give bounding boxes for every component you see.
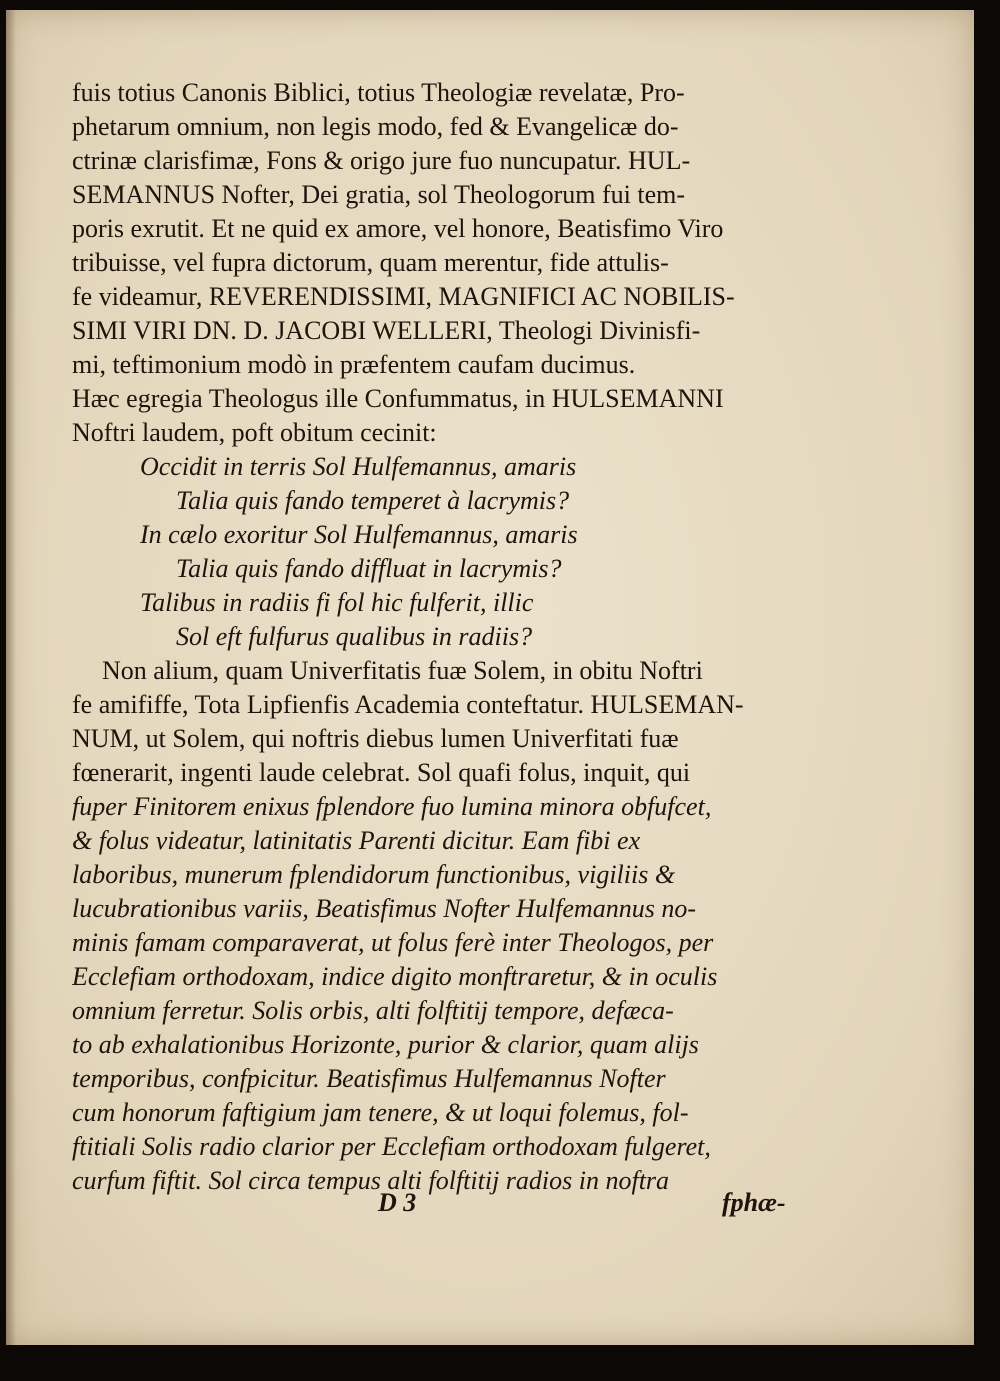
text-line: tribuisse, vel fupra dictorum, quam merentur, fide attulis-	[72, 248, 669, 277]
text-line: fuis totius Canonis Biblici, totius Theologiæ revelatæ, Pro-	[72, 78, 685, 107]
verse-line: Talia quis fando temperet à lacrymis?	[176, 486, 570, 515]
text-line: minis famam comparaverat, ut folus ferè inter Theologos, per	[72, 928, 714, 957]
text-line: fe amififfe, Tota Lipfienfis Academia conteftatur. HULSEMAN-	[72, 690, 744, 719]
text-line: temporibus, confpicitur. Beatisfimus Hulfemannus Nofter	[72, 1064, 666, 1093]
text-line: ftitiali Solis radio clarior per Ecclefiam orthodoxam fulgeret,	[72, 1132, 711, 1161]
text-line: SEMANNUS Nofter, Dei gratia, sol Theologorum fui tem-	[72, 180, 685, 209]
verse-line: Occidit in terris Sol Hulfemannus, amaris	[140, 452, 577, 481]
text-line: laboribus, munerum fplendidorum functionibus, vigiliis &	[72, 860, 676, 889]
text-line: fe videamur, REVERENDISSIMI, MAGNIFICI AC NOBILIS-	[72, 282, 735, 311]
text-line: phetarum omnium, non legis modo, fed & Evangelicæ do-	[72, 112, 679, 141]
text-line: curfum fiftit. Sol circa tempus alti folftitij radios in noftra	[72, 1166, 670, 1195]
text-line: Hæc egregia Theologus ille Confummatus, in HULSEMANNI	[72, 384, 724, 413]
text-line: SIMI VIRI DN. D. JACOBI WELLERI, Theologi Divinisfi-	[72, 316, 701, 345]
page-text	[6, 10, 974, 1345]
text-line: cum honorum faftigium jam tenere, & ut loqui folemus, fol-	[72, 1098, 689, 1127]
text-line: fœnerarit, ingenti laude celebrat. Sol quafi folus, inquit, qui	[72, 758, 691, 787]
verse-line: In cælo exoritur Sol Hulfemannus, amaris	[140, 520, 578, 549]
catchword: fphæ-	[722, 1188, 786, 1217]
text-line: mi, teftimonium modò in præfentem caufam ducimus.	[72, 350, 636, 379]
verse-line: Sol eft fulfurus qualibus in radiis?	[176, 622, 533, 651]
book-page	[6, 10, 974, 1345]
verse-line: Talia quis fando diffluat in lacrymis?	[176, 554, 562, 583]
text-line: poris exrutit. Et ne quid ex amore, vel honore, Beatisfimo Viro	[72, 214, 724, 243]
text-line: fuper Finitorem enixus fplendore fuo lumina minora obfufcet,	[72, 792, 712, 821]
text-line: & folus videatur, latinitatis Parenti dicitur. Eam fibi ex	[72, 826, 641, 855]
text-line: Ecclefiam orthodoxam, indice digito monftraretur, & in oculis	[72, 962, 718, 991]
text-line: ctrinæ clarisfimæ, Fons & origo jure fuo nuncupatur. HUL-	[72, 146, 691, 175]
verse-line: Talibus in radiis fi fol hic fulferit, illic	[140, 588, 534, 617]
text-line: Non alium, quam Univerfitatis fuæ Solem, in obitu Noftri	[102, 656, 703, 685]
text-line: omnium ferretur. Solis orbis, alti folftitij tempore, defæca-	[72, 996, 674, 1025]
text-line: lucubrationibus variis, Beatisfimus Nofter Hulfemannus no-	[72, 894, 696, 923]
text-line: Noftri laudem, poft obitum cecinit:	[72, 418, 437, 447]
signature-mark: D 3	[378, 1188, 417, 1217]
text-line: to ab exhalationibus Horizonte, purior & clarior, quam alijs	[72, 1030, 699, 1059]
text-line: NUM, ut Solem, qui noftris diebus lumen Univerfitati fuæ	[72, 724, 679, 753]
